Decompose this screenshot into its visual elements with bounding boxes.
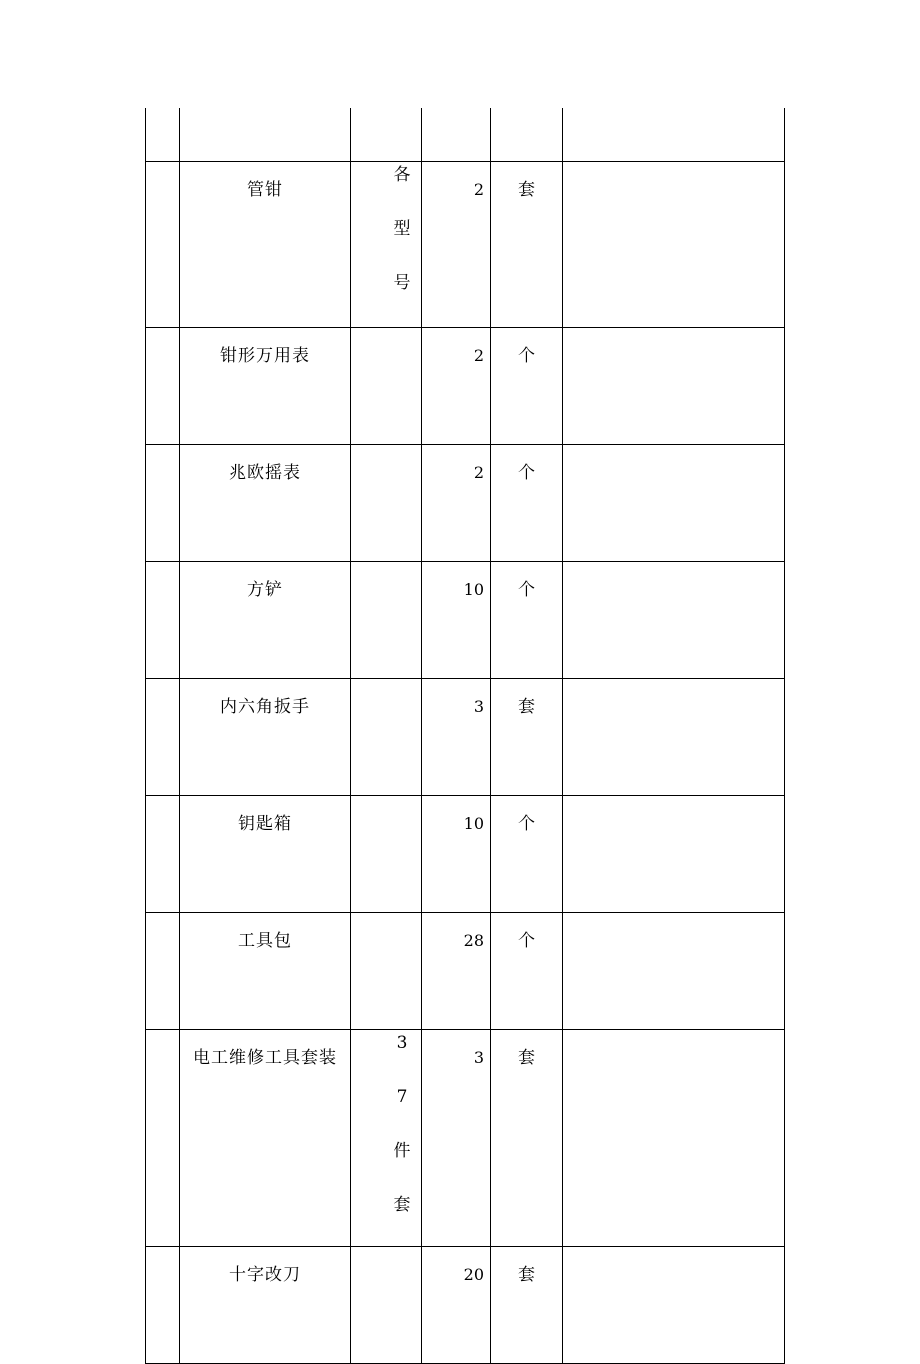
name-cell [180, 796, 351, 913]
index-cell [146, 562, 180, 679]
item-unit: 套 [518, 1048, 535, 1068]
unit-cell [491, 328, 563, 445]
item-unit: 个 [518, 346, 535, 366]
item-name: 管钳 [247, 180, 283, 200]
item-name: 方铲 [247, 580, 283, 600]
item-qty: 10 [463, 580, 484, 599]
qty-cell [422, 913, 491, 1030]
item-name: 工具包 [238, 931, 292, 951]
item-name: 兆欧摇表 [229, 463, 301, 483]
remark-cell [563, 445, 785, 562]
spec-cell [351, 162, 422, 328]
remark-cell [563, 562, 785, 679]
name-cell [180, 1030, 351, 1247]
remark-cell [563, 913, 785, 1030]
name-cell [180, 108, 351, 162]
remark-cell [563, 328, 785, 445]
unit-cell [491, 796, 563, 913]
qty-cell [422, 796, 491, 913]
name-cell [180, 1247, 351, 1364]
table-row-continued [146, 108, 785, 162]
spec-cell [351, 796, 422, 913]
name-cell [180, 679, 351, 796]
item-qty: 20 [463, 1265, 484, 1284]
spec-cell [351, 1247, 422, 1364]
spec-cell [351, 913, 422, 1030]
item-spec: 37件套 [393, 1033, 411, 1215]
qty-cell [422, 445, 491, 562]
spec-cell [351, 328, 422, 445]
table-row [146, 679, 785, 796]
spec-cell [351, 1030, 422, 1247]
index-cell [146, 679, 180, 796]
spec-cell [351, 562, 422, 679]
table-row [146, 1030, 785, 1247]
index-cell [146, 913, 180, 1030]
remark-cell [563, 1247, 785, 1364]
unit-cell [491, 562, 563, 679]
table-row [146, 328, 785, 445]
item-qty: 3 [473, 1048, 484, 1067]
item-unit: 个 [518, 814, 535, 834]
index-cell [146, 1247, 180, 1364]
remark-cell [563, 679, 785, 796]
remark-cell [563, 162, 785, 328]
item-qty: 28 [463, 931, 484, 950]
spec-cell [351, 445, 422, 562]
qty-cell [422, 1247, 491, 1364]
index-cell [146, 796, 180, 913]
spec-cell [351, 679, 422, 796]
remark-cell [563, 796, 785, 913]
unit-cell [491, 1030, 563, 1247]
index-cell [146, 445, 180, 562]
name-cell [180, 913, 351, 1030]
unit-cell [491, 1247, 563, 1364]
qty-cell [422, 679, 491, 796]
table-row [146, 913, 785, 1030]
table-row [146, 796, 785, 913]
table-row [146, 1247, 785, 1364]
name-cell [180, 445, 351, 562]
item-unit: 套 [518, 697, 535, 717]
item-name: 钳形万用表 [220, 346, 310, 366]
item-qty: 10 [463, 814, 484, 833]
item-name: 电工维修工具套装 [193, 1048, 337, 1068]
unit-cell [491, 445, 563, 562]
tool-inventory-table [145, 108, 785, 1364]
name-cell [180, 328, 351, 445]
unit-cell [491, 108, 563, 162]
table-row [146, 445, 785, 562]
item-qty: 2 [473, 180, 484, 199]
item-unit: 个 [518, 580, 535, 600]
table-row [146, 562, 785, 679]
item-unit: 个 [518, 931, 535, 951]
remark-cell [563, 108, 785, 162]
item-name: 钥匙箱 [238, 814, 292, 834]
item-unit: 个 [518, 463, 535, 483]
qty-cell [422, 1030, 491, 1247]
index-cell [146, 328, 180, 445]
item-unit: 套 [518, 1265, 535, 1285]
item-qty: 3 [473, 697, 484, 716]
index-cell [146, 1030, 180, 1247]
unit-cell [491, 679, 563, 796]
unit-cell [491, 162, 563, 328]
qty-cell [422, 562, 491, 679]
index-cell [146, 162, 180, 328]
item-spec: 各型号 [393, 165, 411, 293]
item-unit: 套 [518, 180, 535, 200]
name-cell [180, 162, 351, 328]
qty-cell [422, 328, 491, 445]
index-cell [146, 108, 180, 162]
unit-cell [491, 913, 563, 1030]
item-qty: 2 [473, 346, 484, 365]
qty-cell [422, 108, 491, 162]
item-qty: 2 [473, 463, 484, 482]
item-name: 十字改刀 [229, 1265, 301, 1285]
table-row [146, 162, 785, 328]
item-name: 内六角扳手 [220, 697, 310, 717]
remark-cell [563, 1030, 785, 1247]
qty-cell [422, 162, 491, 328]
name-cell [180, 562, 351, 679]
